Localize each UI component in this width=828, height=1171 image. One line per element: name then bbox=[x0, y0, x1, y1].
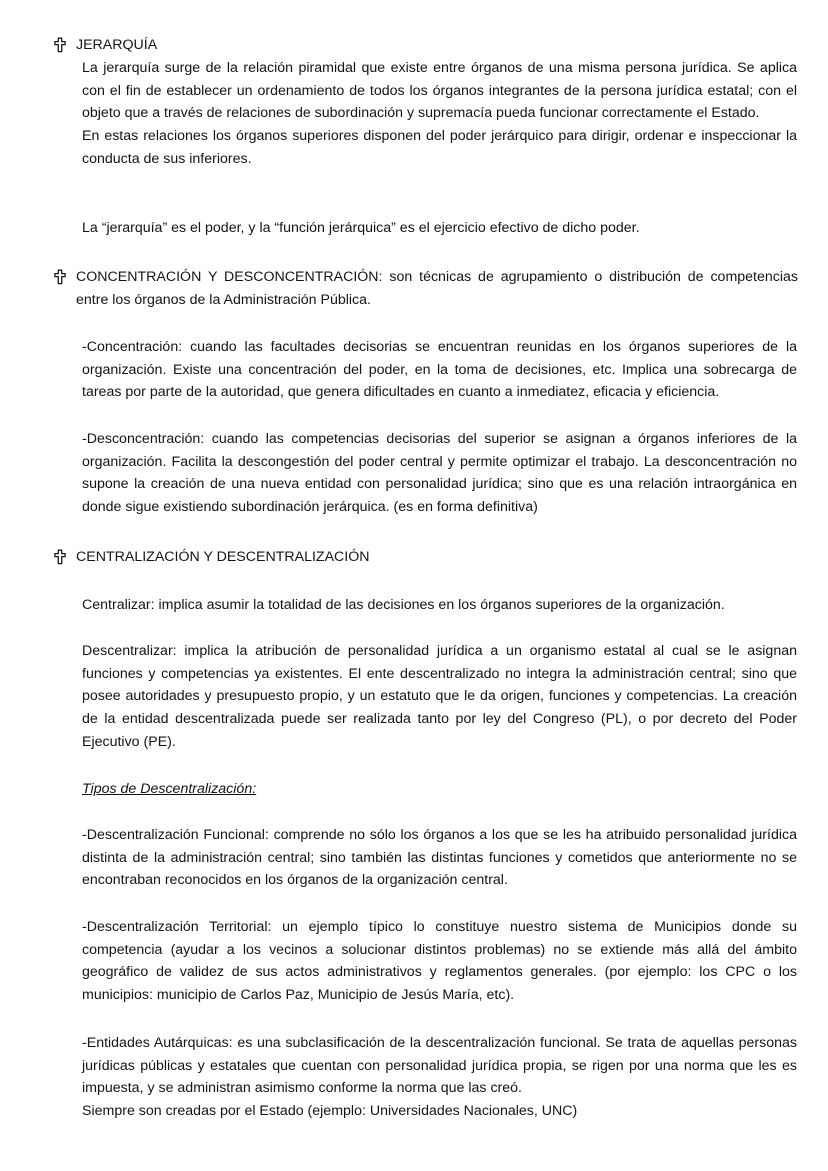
section-title: JERARQUÍA bbox=[76, 37, 158, 53]
paragraph: Centralizar: implica asumir la totalidad de las decisiones en los órganos superiores de la organización. bbox=[82, 597, 725, 613]
paragraph: Siempre son creadas por el Estado (ejemplo: Universidades Nacionales, UNC) bbox=[82, 1103, 578, 1120]
centralizar-paragraph bbox=[82, 594, 797, 617]
territorial-paragraph bbox=[82, 916, 797, 1007]
funcional-paragraph bbox=[82, 824, 797, 892]
paragraph: -Entidades Autárquicas: es una subclasificación de la descentralización funcional. Se trata de aquellas personas jurídicas públicas y estatales que cuentan con personalidad jurídica propia, se rigen por una norma que les es impuesta, y se administran asimismo conforme la norma que las creó. bbox=[82, 1035, 797, 1097]
paragraph: La jerarquía surge de la relación piramidal que existe entre órganos de una misma persona jurídica. Se aplica con el fin de establecer un ordenamiento de todos los órganos integrantes de la persona jurídica estatal; con el objeto que a través de relaciones de subordinación y supremacía pueda funcionar correctamente el Estado. bbox=[82, 60, 797, 122]
section-heading-centralizacion bbox=[52, 546, 798, 569]
paragraph: -Desconcentración: cuando las competencias decisorias del superior se asignan a órganos inferiores de la organización. Facilita la descongestión del poder central y permite optimizar el trabajo. La desconcentración no supone la creación de una nueva entidad con personalidad jurídica; sino que es una relación intraorgánica en donde sigue existiendo subordinación jerárquica. (es en forma definitiva) bbox=[82, 431, 797, 516]
section-heading-jerarquia bbox=[52, 34, 798, 57]
paragraph: Descentralizar: implica la atribución de personalidad jurídica a un organismo estatal al cual se le asignan funciones y competencias ya existentes. El ente descentralizado no integra la administración central; sino que posee autoridades y presupuesto propio, y un estatuto que le da origen, funciones y competencias. La creación de la entidad descentralizada puede ser realizada tanto por ley del Congreso (PL), o por decreto del Poder Ejecutivo (PE). bbox=[82, 643, 797, 750]
descentralizar-paragraph bbox=[82, 640, 797, 754]
paragraph: -Descentralización Territorial: un ejemplo típico lo constituye nuestro sistema de Municipios donde su competencia (ayudar a los vecinos a solucionar distintos problemas) no se extiende más allá del ámbito geográfico de validez de sus actos administrativos y reglamentos generales. (por ejemplo: los CPC o los municipios: municipio de Carlos Paz, Municipio de Jesús María, etc). bbox=[82, 919, 797, 1004]
concentracion-paragraph bbox=[82, 336, 797, 404]
desconcentracion-paragraph bbox=[82, 428, 797, 519]
paragraph: La “jerarquía” es el poder, y la “función jerárquica” es el ejercicio efectivo de dicho poder. bbox=[82, 220, 640, 236]
paragraph: En estas relaciones los órganos superiores disponen del poder jerárquico para dirigir, ordenar e inspeccionar la conducta de sus inferiores. bbox=[82, 128, 797, 167]
latin-cross-icon bbox=[52, 37, 68, 53]
section-title: CENTRALIZACIÓN Y DESCENTRALIZACIÓN bbox=[76, 549, 370, 565]
latin-cross-icon bbox=[52, 549, 68, 565]
section-body-jerarquia bbox=[82, 57, 797, 171]
paragraph: -Descentralización Funcional: comprende no sólo los órganos a los que se les ha atribuido personalidad jurídica distinta de la administración central; sino también las distintas funciones y cometidos que anteriormente no se encontraban reconocidos en los órganos de la organización central. bbox=[82, 827, 797, 889]
autarquicas-paragraph bbox=[82, 1032, 797, 1123]
paragraph: -Concentración: cuando las facultades decisorias se encuentran reunidas en los órganos superiores de la organización. Existe una concentración del poder, en la toma de decisiones, etc. Implica una sobrecarga de tareas por parte de la autoridad, que genera dificultades en cuanto a inmediatez, eficacia y eficiencia. bbox=[82, 339, 797, 401]
subsection-title: Tipos de Descentralización: bbox=[82, 781, 257, 797]
section-title: CONCENTRACIÓN Y DESCONCENTRACIÓN: son técnicas de agrupamiento o distribución de competencias entre los órganos de la Administración Pública. bbox=[76, 269, 798, 308]
section-heading-concentracion bbox=[52, 266, 798, 311]
latin-cross-icon bbox=[52, 269, 68, 285]
section-body-jerarquia-note bbox=[82, 217, 797, 240]
tipos-subtitle-block bbox=[82, 778, 797, 801]
